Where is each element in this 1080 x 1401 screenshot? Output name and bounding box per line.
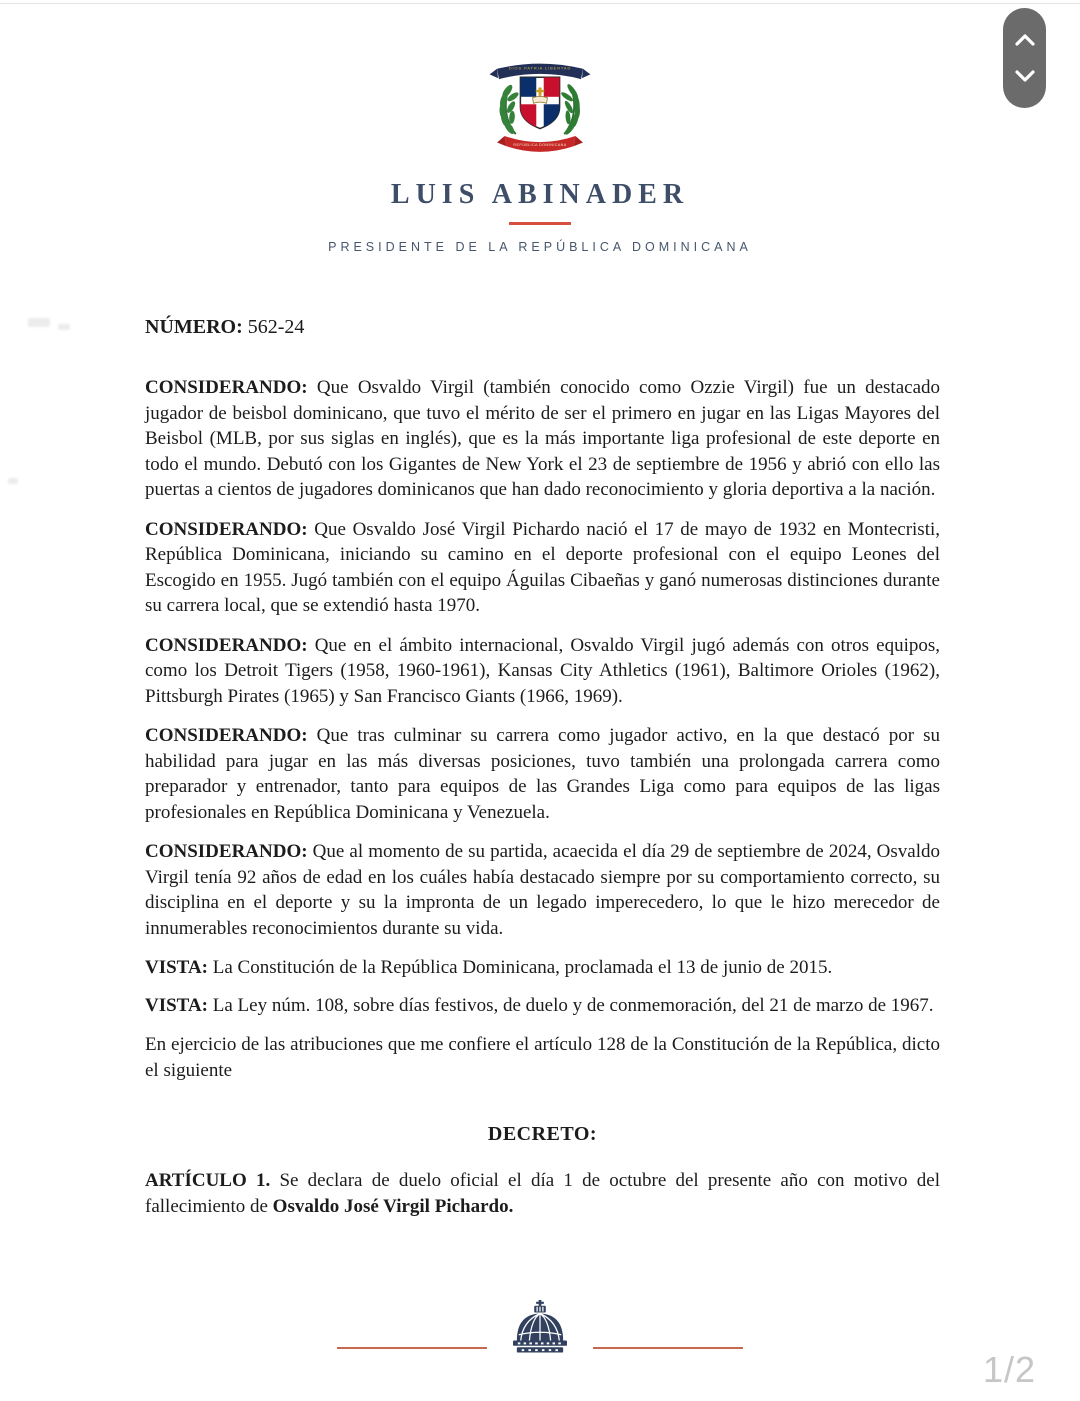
palace-dome-icon (511, 1300, 569, 1359)
paragraph-text: La Constitución de la República Dominicana, proclamada el 13 de junio de 2015. (212, 957, 833, 978)
scan-smudge (8, 478, 18, 484)
footer-rule-right (593, 1347, 743, 1349)
considerando-paragraph-5 (145, 839, 940, 941)
paragraph-lead: CONSIDERANDO: (145, 725, 308, 746)
decree-number-label: NÚMERO: (145, 316, 243, 338)
vista-paragraph-1 (145, 955, 940, 981)
decree-heading: DECRETO: (487, 1123, 598, 1145)
decree-number (145, 316, 940, 339)
footer-rule-left (337, 1347, 487, 1349)
paragraph-text: Que al momento de su partida, acaecida el día 29 de septiembre de 2024, Osvaldo Virgil tenía 92 años de edad en los cuáles había destacado siempre por su comportamiento correcto, su disciplina en el deporte y su la impronta de un legado imperecedero, lo que le hizo merecedor de innumerables reconocimientos durante su vida. (145, 841, 940, 939)
paragraph-lead: VISTA: (145, 994, 208, 1016)
chevron-down-icon (1017, 72, 1033, 80)
vista-paragraph-2 (145, 993, 940, 1019)
considerando-paragraph-2 (145, 517, 940, 619)
paragraph-lead: CONSIDERANDO: (145, 634, 308, 656)
paragraph-lead: CONSIDERANDO: (145, 841, 308, 862)
page-footer (0, 1300, 1080, 1359)
decree-number-value: 562-24 (247, 316, 305, 338)
scan-smudge (58, 324, 70, 330)
considerando-paragraph-4 (145, 723, 940, 825)
considerando-paragraph-3 (145, 633, 940, 710)
president-name: LUIS ABINADER (390, 179, 690, 210)
paragraph-text: Que Osvaldo José Virgil Pichardo nació el 17 de mayo de 1932 en Montecristi, República Dominicana, iniciando su camino en el deporte profesional con el equipo Leones del Escogido en 1955. Jugó también con el equipo Águilas Cibaeñas y ganó numerosas distinciones durante su carrera local, que se extendió hasta 1970. (145, 518, 940, 616)
paragraph-lead: CONSIDERANDO: (145, 518, 308, 540)
paragraph-text: Que tras culminar su carrera como jugador activo, en la que destacó por su habilidad para jugar en las más diversas posiciones, tuvo también una prolongada carrera como preparador y entrenador, tanto para equipos de las Grandes Liga como para equipos de las ligas profesionales en República Dominicana y Venezuela. (145, 725, 941, 823)
paragraph-text: Que en el ámbito internacional, Osvaldo Virgil jugó además con otros equipos, como los Detroit Tigers (1958, 1960-1961), Kansas City Athletics (1961), Baltimore Orioles (1962), Pittsburgh Pirates (1965) y San Francisco Giants (1966, 1969). (145, 634, 940, 707)
dominican-coat-of-arms-icon (484, 54, 596, 167)
letterhead (0, 0, 1080, 254)
article-lead: ARTÍCULO 1. (145, 1170, 271, 1191)
president-title: PRESIDENTE DE LA REPÚBLICA DOMINICANA (328, 240, 752, 254)
article-text: Se declara de duelo oficial el día 1 de octubre del presente año con motivo del fallecimiento de (145, 1170, 940, 1217)
paragraph-lead: VISTA: (145, 957, 208, 978)
scroll-down-button[interactable] (1014, 69, 1036, 83)
article-bold-name: Osvaldo José Virgil Pichardo. (272, 1195, 514, 1217)
paragraph-text: En ejercicio de las atribuciones que me confiere el artículo 128 de la Constitución de la República, dicto el siguiente (145, 1034, 940, 1081)
svg-text:REPÚBLICA DOMINICANA: REPÚBLICA DOMINICANA (513, 142, 567, 147)
chevron-up-icon (1017, 36, 1033, 44)
paragraph-text: La Ley núm. 108, sobre días festivos, de duelo y de conmemoración, del 21 de marzo de 1967. (212, 994, 934, 1016)
closing-paragraph (145, 1032, 940, 1083)
red-divider (509, 222, 571, 225)
scroll-up-button[interactable] (1014, 33, 1036, 47)
page-indicator: 1/2 (982, 1349, 1036, 1390)
scan-smudge (28, 318, 50, 327)
paragraph-lead: CONSIDERANDO: (145, 377, 308, 398)
scroll-control[interactable] (1003, 8, 1046, 108)
article-1-paragraph (145, 1168, 940, 1219)
paragraph-text: Que Osvaldo Virgil (también conocido como Ozzie Virgil) fue un destacado jugador de beisbol dominicano, que tuvo el mérito de ser el primero en jugar en las Ligas Mayores del Beisbol (MLB, por sus siglas en inglés), que es la más importante liga profesional de este deporte en todo el mundo. Debutó con los Gigantes de New York el 23 de septiembre de 1956 y abrió con ello las puertas a cientos de jugadores dominicanos que han dado reconocimiento y gloria deportiva a la nación. (145, 377, 941, 500)
svg-text:DIOS PATRIA LIBERTAD: DIOS PATRIA LIBERTAD (508, 65, 572, 71)
considerando-paragraph-1 (145, 375, 940, 503)
decree-body (0, 316, 1080, 1219)
scan-edge-line (0, 3, 1080, 4)
